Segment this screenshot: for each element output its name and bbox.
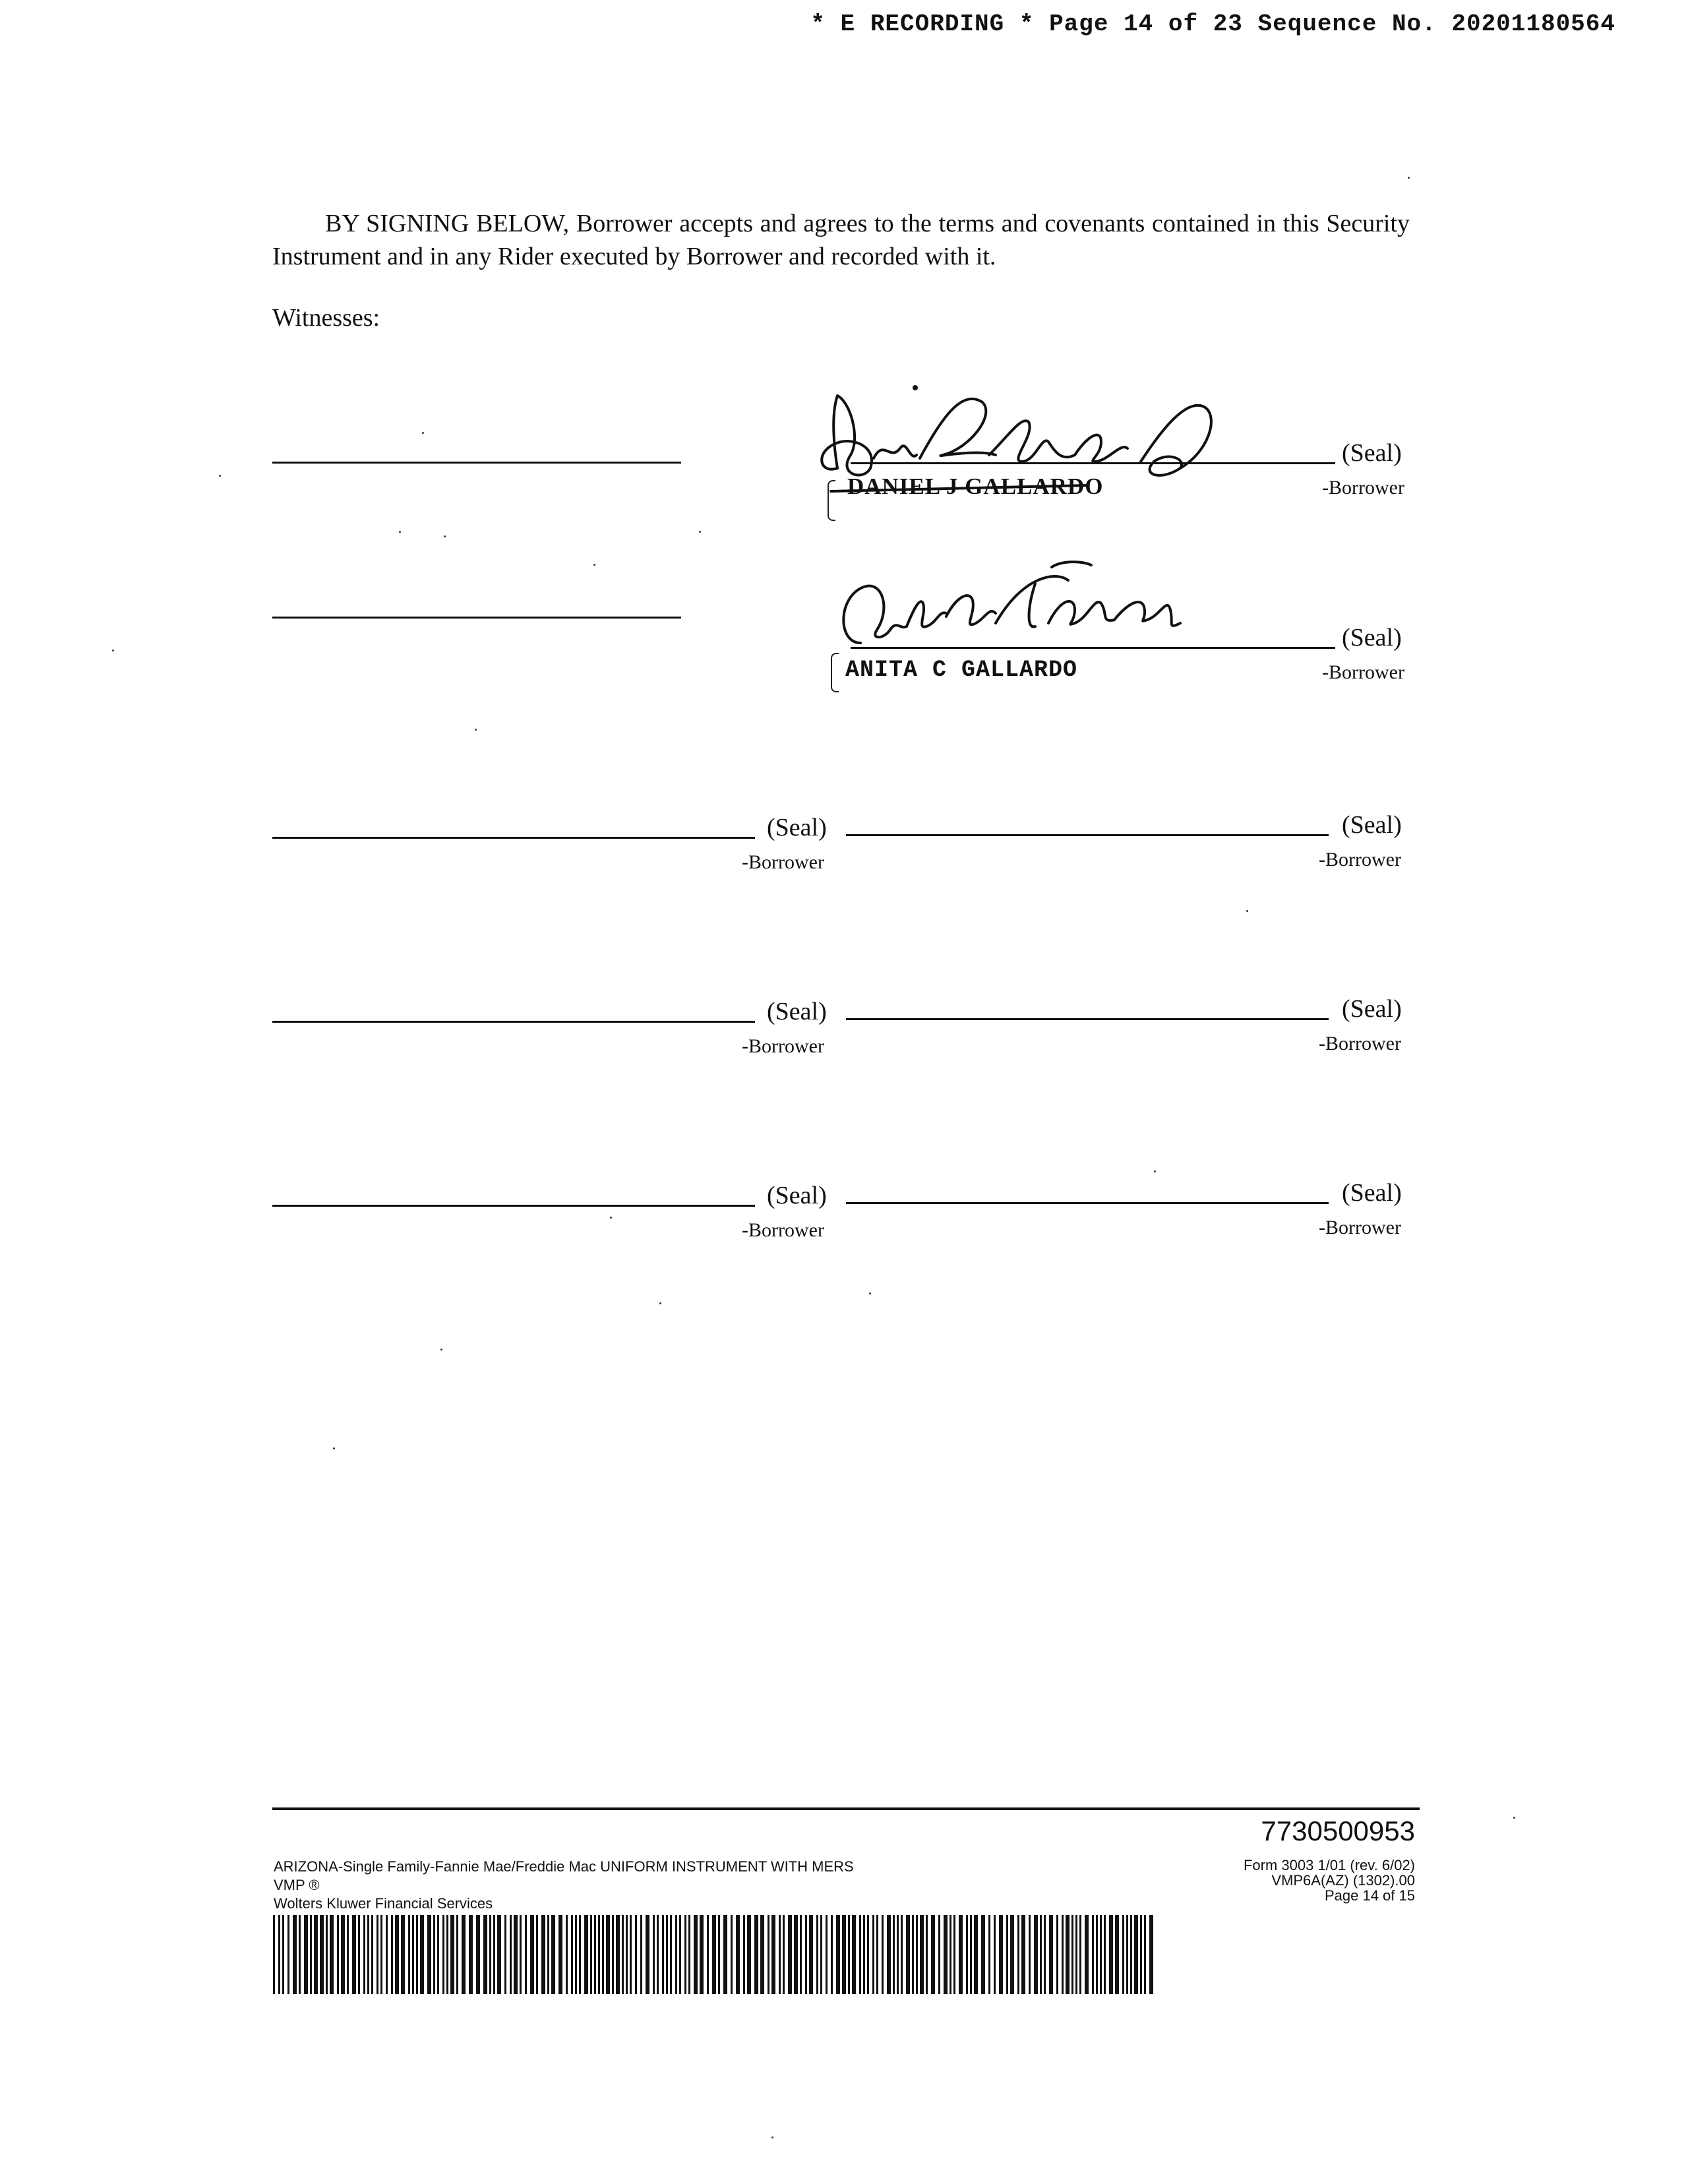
barcode-bar [743,1915,745,1994]
barcode-bar [341,1915,345,1994]
barcode-bar [337,1915,339,1994]
barcode-bar [768,1915,769,1994]
barcode-bar [1029,1915,1031,1994]
barcode-bar [640,1915,642,1994]
barcode-bar [970,1915,972,1994]
barcode-bar [476,1915,480,1994]
barcode-bar [377,1915,378,1994]
barcode-bar [718,1915,720,1994]
barcode-bar [1109,1915,1113,1994]
barcode-bar [679,1915,681,1994]
barcode-bar [416,1915,418,1994]
role-label: -Borrower [1319,1217,1401,1238]
barcode-bar [712,1915,716,1994]
role-label: -Borrower [742,1035,824,1057]
barcode-bar [999,1915,1003,1994]
barcode-bar [514,1915,518,1994]
barcode-bar [489,1915,491,1994]
signature-daniel-icon [811,376,1233,508]
signature-line [846,834,1329,836]
barcode-bar [1100,1915,1102,1994]
barcode-bar [456,1915,458,1994]
barcode-bar [635,1915,637,1994]
barcode-bar [666,1915,668,1994]
role-label: -Borrower [1322,477,1404,499]
barcode-bar [427,1915,431,1994]
barcode-bar [602,1915,604,1994]
barcode-bar [299,1915,301,1994]
witness-line-1 [272,462,681,464]
scan-speck [1246,910,1248,912]
barcode-bar [916,1915,918,1994]
scan-speck [475,729,477,731]
barcode-bar [675,1915,677,1994]
scan-speck [1154,1170,1156,1172]
page-number: Page 14 of 15 [1324,1887,1415,1904]
barcode-bar [670,1915,672,1994]
scan-speck [699,531,701,533]
barcode-bar [395,1915,399,1994]
barcode-bar [872,1915,874,1994]
barcode-bar [442,1915,444,1994]
barcode-bar [530,1915,534,1994]
barcode-bar [938,1915,940,1994]
barcode-bar [760,1915,764,1994]
signature-line [846,1018,1329,1020]
barcode-bar [882,1915,884,1994]
scan-speck [1408,177,1410,179]
barcode-bar [805,1915,807,1994]
barcode-bar [304,1915,308,1994]
barcode-bar [626,1915,628,1994]
barcode-bar [836,1915,840,1994]
scan-speck [333,1447,335,1449]
barcode-bar [612,1915,614,1994]
scan-speck [869,1292,871,1294]
barcode-bar [1130,1915,1132,1994]
barcode-icon [273,1915,1157,1994]
barcode-bar [826,1915,828,1994]
scan-speck [659,1302,661,1304]
barcode-bar [293,1915,297,1994]
role-label: -Borrower [1322,661,1404,683]
barcode-bar [981,1915,985,1994]
role-label: -Borrower [1319,849,1401,870]
barcode-bar [541,1915,545,1994]
form-title: ARIZONA-Single Family-Fannie Mae/Freddie Mac UNIFORM INSTRUMENT WITH MERS [274,1858,854,1875]
barcode-bar [282,1915,284,1994]
barcode-bar [1092,1915,1094,1994]
scan-speck [444,535,446,537]
barcode-bar [809,1915,813,1994]
barcode-bar [794,1915,798,1994]
barcode-bar [920,1915,924,1994]
scan-speck [219,475,221,477]
barcode-bar [310,1915,312,1994]
scan-speck [771,2137,773,2138]
barcode-bar [594,1915,596,1994]
scan-speck [593,564,595,566]
barcode-bar [887,1915,891,1994]
barcode-bar [462,1915,466,1994]
barcode-bar [771,1915,775,1994]
barcode-bar [420,1915,424,1994]
scan-speck [440,1349,442,1350]
barcode-bar [497,1915,501,1994]
printed-name: DANIEL J GALLARDO [847,473,1104,499]
barcode-bar [788,1915,792,1994]
barcode-bar [391,1915,393,1994]
publisher-name: Wolters Kluwer Financial Services [274,1895,493,1912]
barcode-bar [848,1915,850,1994]
barcode-bar [446,1915,448,1994]
barcode-bar [408,1915,410,1994]
barcode-bar [1006,1915,1008,1994]
barcode-bar [575,1915,577,1994]
barcode-bar [653,1915,655,1994]
barcode-bar [483,1915,487,1994]
recording-header: * E RECORDING * Page 14 of 23 Sequence No. 20201180564 [810,11,1615,38]
barcode-bar [800,1915,802,1994]
form-code: VMP6A(AZ) (1302).00 [1271,1872,1415,1889]
barcode-bar [859,1915,861,1994]
barcode-bar [326,1915,328,1994]
barcode-bar [1010,1915,1014,1994]
barcode-bar [901,1915,903,1994]
barcode-bar [450,1915,454,1994]
barcode-bar [330,1915,334,1994]
scan-speck [422,432,424,434]
barcode-bar [783,1915,785,1994]
vmp-mark: VMP ® [274,1877,320,1893]
name-bracket [831,653,839,692]
barcode-bar [536,1915,538,1994]
barcode-bar [754,1915,758,1994]
barcode-bar [1115,1915,1119,1994]
loan-number: 7730500953 [1261,1815,1415,1846]
barcode-bar [779,1915,781,1994]
form-number: Form 3003 1/01 (rev. 6/02) [1243,1857,1415,1873]
barcode-bar [867,1915,869,1994]
signature-line [272,837,755,839]
barcode-bar [469,1915,473,1994]
barcode-bar [1122,1915,1124,1994]
seal-label: (Seal) [1342,1179,1402,1207]
barcode-bar [630,1915,632,1994]
barcode-bar [606,1915,610,1994]
barcode-bar [558,1915,562,1994]
barcode-bar [1149,1915,1153,1994]
barcode-bar [551,1915,555,1994]
barcode-bar [380,1915,382,1994]
role-label: -Borrower [742,851,824,873]
barcode-bar [684,1915,686,1994]
barcode-bar [1017,1915,1019,1994]
barcode-bar [931,1915,935,1994]
scan-speck [1513,1817,1515,1819]
barcode-bar [831,1915,833,1994]
barcode-bar [287,1915,289,1994]
barcode-bar [1134,1915,1138,1994]
witnesses-label: Witnesses: [272,304,380,332]
barcode-bar [1096,1915,1098,1994]
scan-speck [112,650,114,652]
barcode-bar [662,1915,664,1994]
barcode-bar [358,1915,360,1994]
barcode-bar [352,1915,356,1994]
barcode-bar [926,1915,928,1994]
barcode-bar [1066,1915,1070,1994]
signing-statement: BY SIGNING BELOW, Borrower accepts and agrees to the terms and covenants contained in this Security Instrument and in any Rider executed by Borrower and recorded with it. [272,210,1410,270]
seal-label: (Seal) [767,1182,827,1209]
barcode-bar [863,1915,865,1994]
barcode-bar [1021,1915,1025,1994]
barcode-bar [1079,1915,1081,1994]
barcode-bar [876,1915,878,1994]
barcode-bar [959,1915,963,1994]
barcode-bar [320,1915,324,1994]
barcode-bar [437,1915,439,1994]
barcode-bar [1075,1915,1077,1994]
footer-form-codes [1244,1858,1415,1903]
seal-label: (Seal) [767,998,827,1025]
barcode-bar [433,1915,435,1994]
barcode-bar [347,1915,349,1994]
barcode-bar [1144,1915,1146,1994]
barcode-bar [1034,1915,1038,1994]
barcode-bar [736,1915,740,1994]
barcode-bar [842,1915,846,1994]
seal-label: (Seal) [1342,995,1402,1023]
seal-label: (Seal) [1342,439,1402,467]
barcode-bar [314,1915,318,1994]
barcode-bar [646,1915,649,1994]
barcode-bar [1126,1915,1128,1994]
barcode-bar [1085,1915,1089,1994]
scan-speck [610,1217,612,1219]
footer-rule [272,1807,1420,1810]
barcode-bar [1056,1915,1058,1994]
barcode-bar [386,1915,388,1994]
role-label: -Borrower [1319,1033,1401,1054]
barcode-bar [852,1915,856,1994]
barcode-bar [571,1915,573,1994]
barcode-bar [1062,1915,1064,1994]
barcode-bar [566,1915,568,1994]
barcode-bar [1071,1915,1073,1994]
barcode-bar [816,1915,818,1994]
barcode-bar [510,1915,512,1994]
signature-line [272,1021,755,1023]
barcode-bar [412,1915,414,1994]
barcode-bar [525,1915,527,1994]
signature-line [846,1202,1329,1204]
barcode-bar [657,1915,659,1994]
printed-name: ANITA C GALLARDO [845,657,1078,683]
seal-label: (Seal) [1342,811,1402,839]
barcode-bar [688,1915,690,1994]
barcode-bar [493,1915,495,1994]
barcode-bar [700,1915,704,1994]
barcode-bar [598,1915,600,1994]
barcode-bar [590,1915,592,1994]
barcode-bar [547,1915,549,1994]
footer-form-info [274,1858,854,1913]
barcode-bar [584,1915,588,1994]
barcode-bar [579,1915,581,1994]
barcode-bar [953,1915,955,1994]
barcode-bar [622,1915,624,1994]
barcode-bar [520,1915,522,1994]
barcode-bar [367,1915,369,1994]
barcode-bar [1044,1915,1046,1994]
barcode-bar [1040,1915,1042,1994]
barcode-bar [820,1915,822,1994]
barcode-bar [906,1915,910,1994]
barcode-bar [988,1915,990,1994]
role-label: -Borrower [742,1219,824,1241]
barcode-bar [974,1915,978,1994]
scan-speck [399,531,401,533]
barcode-bar [1140,1915,1142,1994]
barcode-bar [966,1915,968,1994]
signature-line [272,1205,755,1207]
barcode-bar [897,1915,899,1994]
barcode-bar [893,1915,895,1994]
barcode-bar [273,1915,275,1994]
signature-anita-icon [837,557,1207,656]
barcode-bar [950,1915,951,1994]
barcode-bar [694,1915,698,1994]
barcode-bar [504,1915,506,1994]
barcode-bar [944,1915,948,1994]
witness-line-2 [272,617,681,619]
barcode-bar [363,1915,365,1994]
barcode-bar [747,1915,751,1994]
barcode-bar [616,1915,620,1994]
barcode-bar [912,1915,914,1994]
barcode-bar [371,1915,373,1994]
barcode-bar [1049,1915,1053,1994]
barcode-bar [723,1915,727,1994]
seal-label: (Seal) [1342,624,1402,652]
barcode-bar [401,1915,405,1994]
barcode-bar [994,1915,996,1994]
seal-label: (Seal) [767,814,827,841]
barcode-bar [1104,1915,1106,1994]
barcode-bar [707,1915,709,1994]
barcode-bar [278,1915,280,1994]
barcode-bar [731,1915,733,1994]
